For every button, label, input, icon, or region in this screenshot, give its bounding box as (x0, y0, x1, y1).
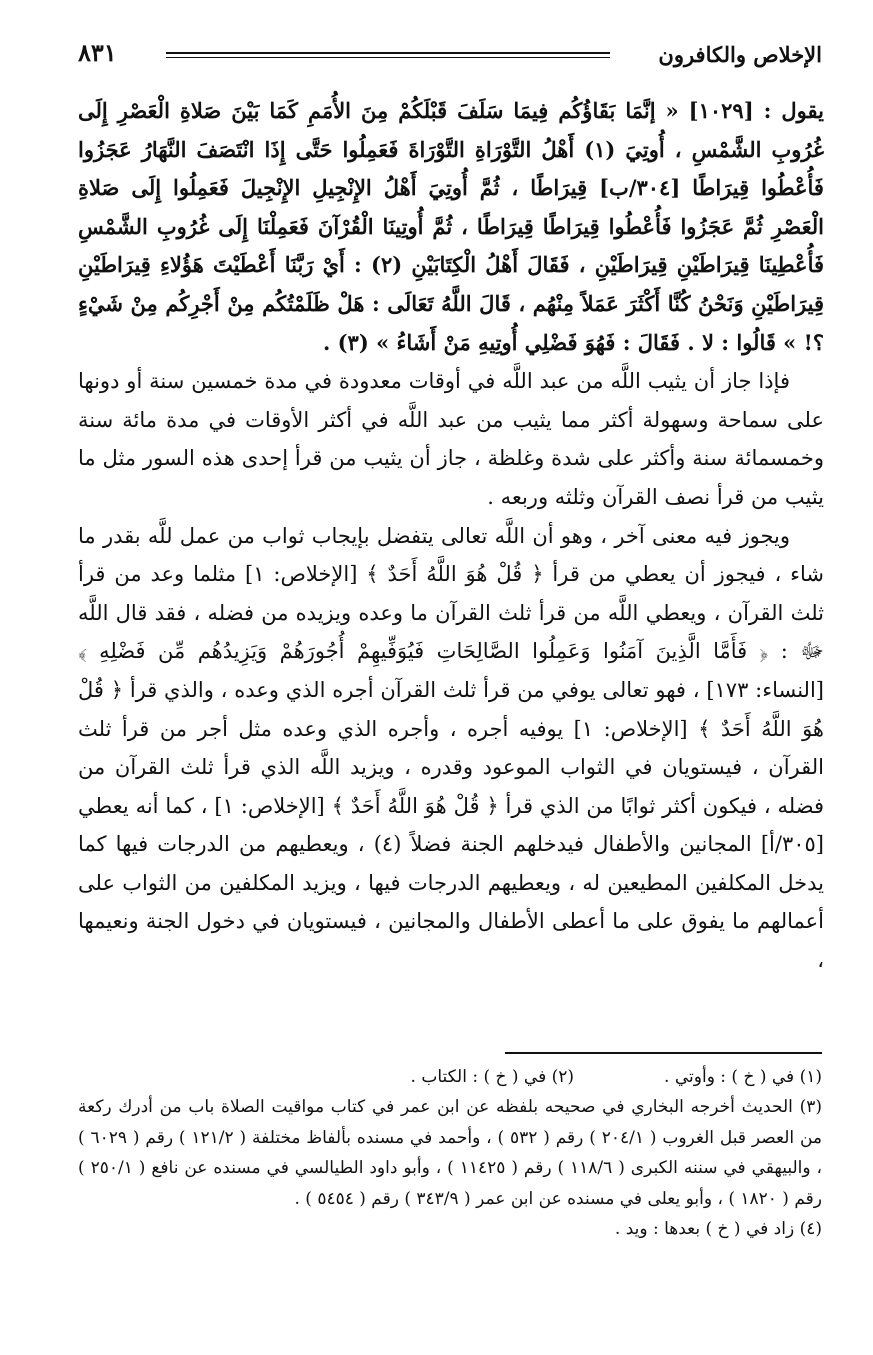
footnote-separator (505, 1052, 822, 1054)
page-header (78, 38, 822, 82)
footnote-3: (٣) الحديث أخرجه البخاري في صحيحه بلفظه عن ابن عمر في كتاب مواقيت الصلاة باب من أدرك ركعة من العصر قبل الغروب ( ٢٠٤/١ ) رقم ( ٥٣٢ ) ، وأحمد في مسنده بألفاظ مختلفة ( ١٢١/٢ ) رقم ( ٦٠٢٩ ) ، والبيهقي في سننه الكبرى ( ١١٨/٦ ) رقم ( ١١٤٢٥ ) ، وأبو داود الطيالسي في مسنده عن نافع ( ٢٥٠/١ ) رقم ( ١٨٢٠ ) ، وأبو يعلى في مسنده عن ابن عمر ( ٣٤٣/٩ ) رقم ( ٥٤٥٤ ) . (78, 1097, 822, 1209)
footnotes (78, 1062, 822, 1245)
footnote-2: (٢) في ( خ ) : الكتاب . (410, 1067, 575, 1087)
main-text (78, 92, 824, 980)
page-number: ٨٣١ (78, 38, 117, 67)
footnote-1: (١) في ( خ ) : وأوتي . (664, 1067, 822, 1087)
body-paragraph: ويجوز فيه معنى آخر ، وهو أن اللَّه تعالى يتفضل بإيجاب ثواب من عمل للَّه بقدر ما شاء ، فيجوز أن يعطي من قرأ ﴿ قُلْ هُوَ اللَّهُ أَحَدٌ ﴾ [الإخلاص: ١] مثلما وعد من قرأ ثلث القرآن ، ويعطي اللَّه من قرأ ثلث القرآن ما وعده ويزيده من فضله ، فقد قال اللَّه ﷻ : ﴿ فَأَمَّا الَّذِينَ آمَنُوا وَعَمِلُوا الصَّالِحَاتِ فَيُوَفِّيهِمْ أُجُورَهُمْ وَيَزِيدُهُم مِّن فَضْلِهِ ﴾ [النساء: ١٧٣] ، فهو تعالى يوفي من قرأ ثلث القرآن أجره الذي وعده ، والذي قرأ ﴿ قُلْ هُوَ اللَّهُ أَحَدٌ ﴾ [الإخلاص: ١] يوفيه أجره ، وأجره الذي وعده مثل أجر من قرأ ثلث القرآن ، فيستويان في الثواب الموعود وقدره ، ويزيد اللَّه الذي قرأ ثلث القرآن من فضله ، فيكون أكثر ثوابًا من الذي قرأ ﴿ قُلْ هُوَ اللَّهُ أَحَدٌ ﴾ [الإخلاص: ١] ، كما أنه يعطي [٣٠٥/أ] المجانين والأطفال فيدخلهم الجنة فضلاً (٤) ، ويعطيهم من الدرجات فيها كما يدخل المكلفين المطيعين له ، ويعطيهم الدرجات فيها ، ويزيد المكلفين من الثواب على أعمالهم ما يفوق على ما أعطى الأطفال والمجانين ، فيستويان في دخول الجنة ونعيمها ، (78, 523, 825, 973)
hadith-paragraph: يقول : [١٠٢٩] « إنَّمَا بَقَاؤُكُم فِيمَا سَلَفَ قَبْلَكُمْ مِنَ الأُمَمِ كَمَا بَيْنَ صَلاةِ الْعَصْرِ إِلَى غُرُوبِ الشَّمْسِ ، أُوتِيَ (١) أَهْلُ التَّوْرَاةِ التَّوْرَاةَ فَعَمِلُوا حَتَّى إِذَا انْتَصَفَ النَّهَارُ عَجَزُوا فَأُعْطُوا قِيرَاطًا [٣٠٤/ب] قِيرَاطًا ، ثُمَّ أُوتِيَ أَهْلُ الإِنْجِيلِ الإِنْجِيلَ فَعَمِلُوا إِلَى صَلاةِ الْعَصْرِ ثُمَّ عَجَزُوا فَأُعْطُوا قِيرَاطًا قِيرَاطًا ، ثُمَّ أُوتِينَا الْقُرْآنَ فَعَمِلْنَا إِلَى غُرُوبِ الشَّمْسِ فَأُعْطِينَا قِيرَاطَيْنِ قِيرَاطَيْنِ ، فَقَالَ أَهْلُ الْكِتَابَيْنِ (٢) : أَيْ رَبَّنَا أَعْطَيْتَ هَؤُلاءِ قِيرَاطَيْنِ قِيرَاطَيْنِ وَنَحْنُ كُنَّا أَكْثَرَ عَمَلاً مِنْهُم ، قَالَ اللَّهُ تَعَالَى : هَلْ ظَلَمْتُكُم مِنْ أَجْرِكُم مِنْ شَيْءٍ ؟! » قَالُوا : لا . فَقَالَ : فَهُوَ فَضْلِي أُوتِيهِ مَنْ أَشَاءُ » (٣) . (78, 98, 825, 355)
footnote-4: (٤) زاد في ( خ ) بعدها : ويد . (614, 1219, 822, 1239)
running-title: الإخلاص والكافرون (658, 42, 822, 67)
header-rule (166, 52, 610, 58)
footnote-row (78, 1062, 822, 1092)
body-paragraph: فإذا جاز أن يثيب اللَّه من عبد اللَّه في أوقات معدودة في مدة خمسين سنة أو دونها على سماحة وسهولة أكثر مما يثيب من عبد اللَّه في أكثر الأوقات في مدة مائة سنة وخمسمائة سنة وأكثر على شدة وغلظة ، جاز أن يثيب من قرأ إحدى هذه السور مثل ما يثيب من قرأ نصف القرآن وثلثه وربعه . (78, 369, 824, 509)
